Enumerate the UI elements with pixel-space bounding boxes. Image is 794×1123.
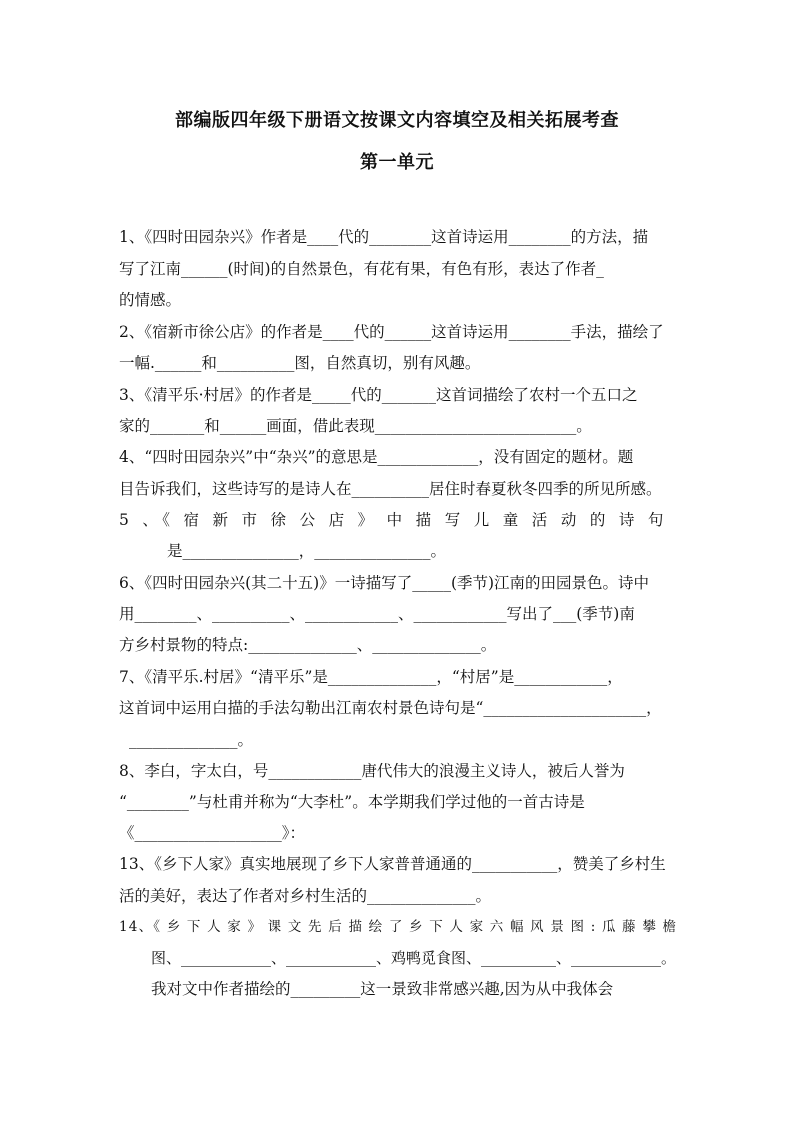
question-1-line-3: 的情感。 [119,291,182,309]
question-5-line-1: 5 、《 宿 新 市 徐 公 店 》 中 描 写 儿 童 活 动 的 诗 句 [119,511,668,529]
question-2-line-1: 2、《宿新市徐公店》的作者是____代的______这首诗运用________手法，描绘了 [119,323,664,341]
question-6-line-1: 6、《四时田园杂兴(其二十五)》一诗描写了_____(季节)江南的田园景色。诗中 [119,574,650,592]
question-3-line-2: 家的_______和______画面，借此表现__________________________。 [119,417,592,435]
question-7-line-2: 这首词中运用白描的手法勾勒出江南农村景色诗句是“_____________________， [119,699,662,717]
question-4-line-2: 目告诉我们，这些诗写的是诗人在__________居住时春夏秋冬四季的所见所感。 [119,480,662,498]
question-4-line-1: 4、“四时田园杂兴”中“杂兴”的意思是_____________，没有固定的题材。题 [119,448,634,466]
question-1-line-1: 1、《四时田园杂兴》作者是____代的________这首诗运用________的方法，描 [119,228,649,246]
question-14-line-1: 14、《 乡 下 人 家 》 课 文 先 后 描 绘 了 乡 下 人 家 六 幅 风 景 图 : 瓜 藤 攀 檐 [119,919,678,935]
question-1-line-2: 写了江南______(时间)的自然景色，有花有果，有色有形，表达了作者_ [119,260,604,278]
worksheet-title: 部编版四年级下册语文按课文内容填空及相关拓展考查 [175,110,619,131]
question-7-line-3: ______________。 [129,731,254,749]
question-2-line-2: 一幅.______和__________图，自然真切，别有风趣。 [119,354,481,372]
question-7-line-1: 7、《清平乐.村居》“清平乐”是______________，“村居”是____________， [119,668,623,686]
question-13-line-2: 活的美好，表达了作者对乡村生活的______________。 [119,887,492,905]
question-6-line-2: 用________、__________、____________、____________写出了___(季节)南 [119,605,635,623]
question-3-line-1: 3、《清平乐·村居》的作者是_____代的_______这首词描绘了农村一个五口之 [119,386,638,404]
question-13-line-1: 13、《乡下人家》真实地展现了乡下人家普普通通的___________，赞美了乡村生 [119,855,666,873]
question-8-line-2: “________”与杜甫并称为“大李杜”。本学期我们学过他的一首古诗是 [119,793,585,811]
question-5-line-2: 是_______________，_______________。 [167,542,447,560]
question-14-line-3: 我对文中作者描绘的_________这一景致非常感兴趣,因为从中我体会 [151,980,614,998]
question-8-line-3: 《___________________》： [119,824,306,842]
question-14-line-2: 图、____________、____________、鸡鸭觅食图、__________、____________。 [151,949,677,967]
question-6-line-3: 方乡村景物的特点:______________、______________。 [119,636,497,654]
unit-heading: 第一单元 [360,152,434,173]
question-8-line-1: 8、李白，字太白，号____________唐代伟大的浪漫主义诗人，被后人誉为 [119,762,625,780]
